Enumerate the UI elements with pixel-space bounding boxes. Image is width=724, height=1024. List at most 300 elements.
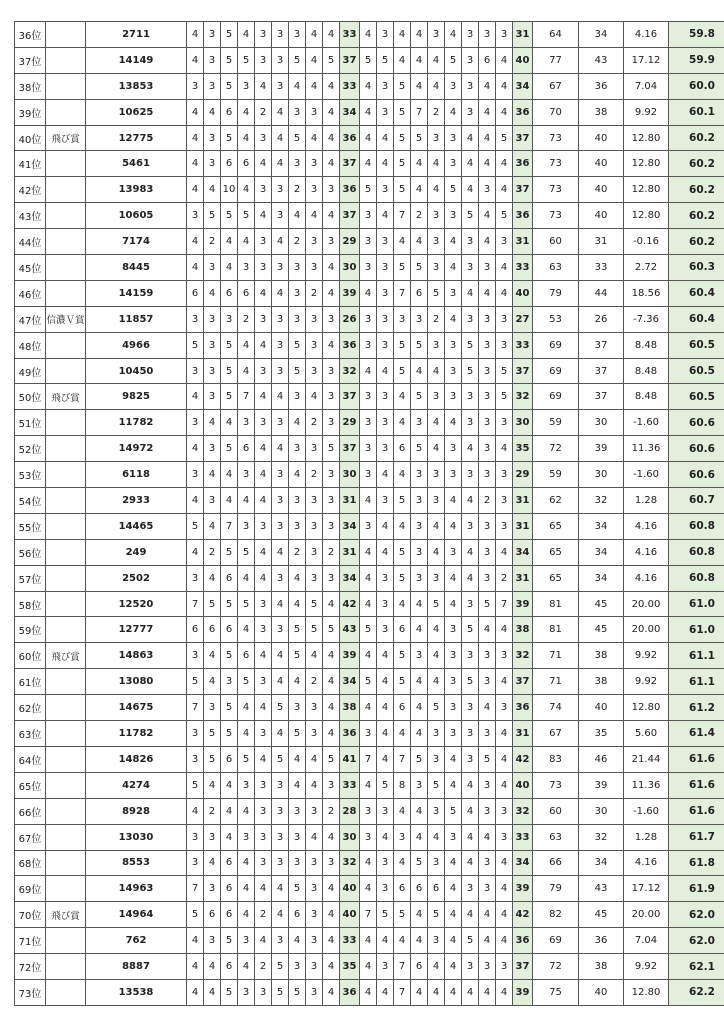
out-hole-score-cell: 4 [323,255,340,281]
in-hole-score-cell: 3 [479,565,496,591]
in-hole-score-cell: 4 [462,850,479,876]
gross-score-cell: 71 [533,669,579,695]
out-hole-score-cell: 4 [187,979,204,1005]
out-hole-score-cell: 4 [255,436,272,462]
in-hole-score-cell: 4 [462,151,479,177]
out-hole-score-cell: 4 [221,772,238,798]
out-hole-score-cell: 4 [221,798,238,824]
out-hole-score-cell: 5 [238,669,255,695]
gross-score-cell: 59 [533,410,579,436]
out-hole-score-cell: 3 [289,695,306,721]
out-hole-score-cell: 4 [323,902,340,928]
out-hole-score-cell: 3 [187,462,204,488]
in-hole-score-cell: 4 [496,280,513,306]
rank-cell: 71位 [15,928,46,954]
out-hole-score-cell: 4 [238,721,255,747]
in-hole-score-cell: 3 [428,798,445,824]
prize-cell [46,488,86,514]
table-row [15,177,724,203]
out-hole-score-cell: 5 [204,203,221,229]
out-hole-score-cell: 3 [204,876,221,902]
column-2-cell: 40 [579,125,624,151]
net-score-cell: 62.2 [669,979,724,1005]
out-hole-score-cell: 4 [255,203,272,229]
out-hole-score-cell: 5 [289,876,306,902]
out-hole-score-cell: 4 [221,229,238,255]
out-hole-score-cell: 4 [255,876,272,902]
out-hole-score-cell: 6 [221,280,238,306]
in-hole-score-cell: 3 [445,462,462,488]
in-hole-score-cell: 4 [479,824,496,850]
out-total-cell: 31 [340,539,360,565]
out-hole-score-cell: 5 [306,617,323,643]
out-hole-score-cell: 4 [255,151,272,177]
in-hole-score-cell: 3 [496,824,513,850]
in-hole-score-cell: 3 [445,721,462,747]
in-hole-score-cell: 4 [445,255,462,281]
in-hole-score-cell: 3 [462,22,479,48]
in-hole-score-cell: 6 [394,695,411,721]
column-2-cell: 38 [579,954,624,980]
out-hole-score-cell: 5 [187,669,204,695]
gross-score-cell: 73 [533,125,579,151]
in-hole-score-cell: 4 [462,539,479,565]
out-hole-score-cell: 3 [272,410,289,436]
in-hole-score-cell: 3 [428,229,445,255]
column-2-cell: 43 [579,47,624,73]
in-hole-score-cell: 3 [462,695,479,721]
in-hole-score-cell: 5 [411,255,428,281]
out-hole-score-cell: 5 [289,979,306,1005]
column-3-cell: 12.80 [624,177,669,203]
in-hole-score-cell: 4 [360,73,377,99]
out-hole-score-cell: 4 [323,73,340,99]
column-2-cell: 34 [579,565,624,591]
in-hole-score-cell: 4 [428,47,445,73]
in-hole-score-cell: 4 [428,177,445,203]
table-row [15,462,724,488]
out-hole-score-cell: 3 [306,798,323,824]
out-hole-score-cell: 3 [272,798,289,824]
out-hole-score-cell: 3 [187,746,204,772]
out-hole-score-cell: 5 [221,125,238,151]
in-hole-score-cell: 4 [394,850,411,876]
out-hole-score-cell: 5 [187,772,204,798]
in-hole-score-cell: 3 [377,384,394,410]
out-hole-score-cell: 3 [204,358,221,384]
rank-cell: 50位 [15,384,46,410]
table-row [15,824,724,850]
out-hole-score-cell: 6 [221,902,238,928]
in-hole-score-cell: 4 [394,229,411,255]
out-hole-score-cell: 5 [187,513,204,539]
in-hole-score-cell: 4 [496,721,513,747]
out-total-cell: 43 [340,617,360,643]
in-hole-score-cell: 4 [479,902,496,928]
out-hole-score-cell: 6 [187,280,204,306]
prize-cell [46,229,86,255]
out-total-cell: 37 [340,203,360,229]
in-hole-score-cell: 4 [394,410,411,436]
prize-cell [46,99,86,125]
table-row [15,876,724,902]
out-hole-score-cell: 4 [255,73,272,99]
out-hole-score-cell: 4 [238,565,255,591]
out-hole-score-cell: 5 [289,332,306,358]
in-total-cell: 36 [513,151,533,177]
in-hole-score-cell: 4 [445,565,462,591]
out-hole-score-cell: 7 [187,876,204,902]
in-hole-score-cell: 5 [428,772,445,798]
in-hole-score-cell: 4 [377,695,394,721]
gross-score-cell: 67 [533,73,579,99]
rank-cell: 56位 [15,539,46,565]
out-hole-score-cell: 3 [187,721,204,747]
in-hole-score-cell: 3 [462,876,479,902]
out-hole-score-cell: 5 [323,436,340,462]
out-hole-score-cell: 4 [272,539,289,565]
in-hole-score-cell: 5 [445,177,462,203]
in-hole-score-cell: 3 [360,462,377,488]
in-hole-score-cell: 7 [394,746,411,772]
out-hole-score-cell: 3 [323,772,340,798]
in-hole-score-cell: 4 [394,47,411,73]
prize-cell [46,410,86,436]
column-2-cell: 40 [579,203,624,229]
rank-cell: 60位 [15,643,46,669]
rank-cell: 47位 [15,306,46,332]
column-3-cell: 18.56 [624,280,669,306]
column-3-cell: 4.16 [624,565,669,591]
player-number-cell: 14159 [86,280,187,306]
in-hole-score-cell: 3 [496,22,513,48]
out-hole-score-cell: 2 [289,229,306,255]
out-hole-score-cell: 7 [187,591,204,617]
out-hole-score-cell: 3 [272,513,289,539]
out-hole-score-cell: 3 [238,513,255,539]
prize-cell [46,695,86,721]
in-hole-score-cell: 5 [462,358,479,384]
in-hole-score-cell: 4 [462,565,479,591]
column-3-cell: 12.80 [624,203,669,229]
in-hole-score-cell: 3 [462,47,479,73]
out-hole-score-cell: 4 [289,410,306,436]
in-total-cell: 30 [513,410,533,436]
rank-cell: 38位 [15,73,46,99]
in-hole-score-cell: 7 [394,280,411,306]
gross-score-cell: 79 [533,876,579,902]
out-hole-score-cell: 3 [306,151,323,177]
out-hole-score-cell: 3 [289,488,306,514]
out-total-cell: 30 [340,255,360,281]
in-total-cell: 36 [513,928,533,954]
column-3-cell: 8.48 [624,358,669,384]
in-hole-score-cell: 4 [411,358,428,384]
in-hole-score-cell: 3 [479,772,496,798]
rank-cell: 72位 [15,954,46,980]
rank-cell: 48位 [15,332,46,358]
out-hole-score-cell: 6 [204,617,221,643]
in-hole-score-cell: 4 [462,280,479,306]
table-row [15,488,724,514]
out-hole-score-cell: 3 [255,22,272,48]
column-2-cell: 30 [579,462,624,488]
out-hole-score-cell: 4 [238,798,255,824]
out-hole-score-cell: 3 [289,22,306,48]
prize-cell [46,332,86,358]
in-hole-score-cell: 3 [479,798,496,824]
out-hole-score-cell: 3 [272,255,289,281]
in-total-cell: 40 [513,47,533,73]
out-hole-score-cell: 4 [323,280,340,306]
out-hole-score-cell: 5 [221,203,238,229]
in-total-cell: 33 [513,332,533,358]
column-2-cell: 45 [579,591,624,617]
in-hole-score-cell: 3 [462,229,479,255]
prize-cell: 信濃Ｖ賞 [46,306,86,332]
in-hole-score-cell: 5 [462,332,479,358]
out-hole-score-cell: 4 [323,332,340,358]
rank-cell: 37位 [15,47,46,73]
out-hole-score-cell: 3 [272,203,289,229]
out-hole-score-cell: 5 [187,332,204,358]
in-hole-score-cell: 3 [462,513,479,539]
out-hole-score-cell: 4 [238,358,255,384]
column-3-cell: 20.00 [624,902,669,928]
in-hole-score-cell: 3 [377,565,394,591]
net-score-cell: 60.2 [669,177,724,203]
prize-cell [46,979,86,1005]
in-total-cell: 39 [513,979,533,1005]
in-hole-score-cell: 2 [428,99,445,125]
in-hole-score-cell: 4 [428,617,445,643]
in-hole-score-cell: 4 [445,850,462,876]
out-hole-score-cell: 4 [238,695,255,721]
column-3-cell: 7.04 [624,73,669,99]
in-hole-score-cell: 4 [411,669,428,695]
in-hole-score-cell: 3 [496,410,513,436]
in-total-cell: 31 [513,721,533,747]
in-hole-score-cell: 3 [479,332,496,358]
player-number-cell: 13030 [86,824,187,850]
in-hole-score-cell: 3 [479,669,496,695]
out-hole-score-cell: 2 [255,902,272,928]
in-hole-score-cell: 3 [479,513,496,539]
out-hole-score-cell: 3 [289,306,306,332]
net-score-cell: 60.6 [669,462,724,488]
in-hole-score-cell: 3 [479,306,496,332]
in-hole-score-cell: 3 [360,306,377,332]
in-total-cell: 38 [513,617,533,643]
out-hole-score-cell: 4 [272,721,289,747]
gross-score-cell: 63 [533,255,579,281]
column-3-cell: 8.48 [624,384,669,410]
in-hole-score-cell: 4 [496,177,513,203]
gross-score-cell: 71 [533,643,579,669]
out-hole-score-cell: 4 [187,436,204,462]
out-hole-score-cell: 4 [255,280,272,306]
in-hole-score-cell: 6 [394,436,411,462]
out-hole-score-cell: 4 [238,954,255,980]
player-number-cell: 10605 [86,203,187,229]
out-hole-score-cell: 5 [323,746,340,772]
in-hole-score-cell: 4 [377,643,394,669]
prize-cell [46,539,86,565]
in-hole-score-cell: 6 [411,876,428,902]
in-hole-score-cell: 3 [360,436,377,462]
out-hole-score-cell: 3 [187,410,204,436]
gross-score-cell: 60 [533,798,579,824]
table-row [15,669,724,695]
gross-score-cell: 69 [533,384,579,410]
out-hole-score-cell: 3 [323,462,340,488]
gross-score-cell: 60 [533,229,579,255]
out-hole-score-cell: 2 [289,177,306,203]
out-hole-score-cell: 3 [238,772,255,798]
out-hole-score-cell: 3 [306,436,323,462]
out-hole-score-cell: 4 [187,151,204,177]
table-row [15,954,724,980]
player-number-cell: 14964 [86,902,187,928]
out-hole-score-cell: 4 [323,591,340,617]
in-hole-score-cell: 4 [479,73,496,99]
out-hole-score-cell: 4 [289,746,306,772]
in-total-cell: 37 [513,954,533,980]
in-hole-score-cell: 3 [479,876,496,902]
out-hole-score-cell: 4 [323,954,340,980]
out-hole-score-cell: 3 [238,410,255,436]
column-2-cell: 32 [579,488,624,514]
in-hole-score-cell: 4 [411,902,428,928]
table-row [15,436,724,462]
in-hole-score-cell: 4 [462,824,479,850]
out-hole-score-cell: 10 [221,177,238,203]
in-hole-score-cell: 3 [411,306,428,332]
in-hole-score-cell: 4 [496,669,513,695]
out-total-cell: 29 [340,229,360,255]
out-hole-score-cell: 3 [238,462,255,488]
out-hole-score-cell: 3 [238,73,255,99]
out-hole-score-cell: 3 [204,928,221,954]
out-hole-score-cell: 4 [272,902,289,928]
out-hole-score-cell: 4 [238,229,255,255]
out-hole-score-cell: 4 [289,591,306,617]
out-hole-score-cell: 3 [255,410,272,436]
net-score-cell: 60.7 [669,488,724,514]
in-hole-score-cell: 5 [496,203,513,229]
in-total-cell: 37 [513,177,533,203]
out-hole-score-cell: 5 [204,591,221,617]
in-hole-score-cell: 4 [462,436,479,462]
player-number-cell: 11857 [86,306,187,332]
out-hole-score-cell: 4 [289,565,306,591]
column-3-cell: 9.92 [624,643,669,669]
out-hole-score-cell: 4 [255,539,272,565]
column-2-cell: 38 [579,99,624,125]
player-number-cell: 2502 [86,565,187,591]
gross-score-cell: 73 [533,772,579,798]
out-hole-score-cell: 3 [255,513,272,539]
net-score-cell: 61.2 [669,695,724,721]
gross-score-cell: 72 [533,954,579,980]
out-hole-score-cell: 2 [255,954,272,980]
in-hole-score-cell: 4 [360,358,377,384]
out-hole-score-cell: 4 [306,47,323,73]
out-hole-score-cell: 4 [187,798,204,824]
in-hole-score-cell: 4 [360,928,377,954]
in-hole-score-cell: 3 [428,125,445,151]
rank-cell: 67位 [15,824,46,850]
out-hole-score-cell: 5 [221,539,238,565]
out-hole-score-cell: 5 [204,721,221,747]
in-hole-score-cell: 3 [428,488,445,514]
gross-score-cell: 65 [533,565,579,591]
out-hole-score-cell: 5 [272,695,289,721]
out-hole-score-cell: 3 [204,332,221,358]
in-hole-score-cell: 4 [360,151,377,177]
in-hole-score-cell: 4 [496,928,513,954]
in-total-cell: 32 [513,643,533,669]
in-hole-score-cell: 4 [394,591,411,617]
out-hole-score-cell: 4 [306,203,323,229]
column-3-cell: 9.92 [624,954,669,980]
prize-cell [46,954,86,980]
out-hole-score-cell: 3 [306,565,323,591]
out-hole-score-cell: 3 [306,954,323,980]
in-hole-score-cell: 4 [445,99,462,125]
out-hole-score-cell: 4 [187,954,204,980]
in-hole-score-cell: 3 [479,410,496,436]
column-2-cell: 44 [579,280,624,306]
out-hole-score-cell: 4 [272,591,289,617]
out-hole-score-cell: 4 [289,73,306,99]
out-total-cell: 36 [340,125,360,151]
out-total-cell: 34 [340,513,360,539]
out-hole-score-cell: 4 [289,203,306,229]
in-hole-score-cell: 3 [496,488,513,514]
gross-score-cell: 67 [533,721,579,747]
prize-cell [46,669,86,695]
in-hole-score-cell: 4 [360,125,377,151]
out-hole-score-cell: 3 [221,306,238,332]
gross-score-cell: 72 [533,436,579,462]
out-hole-score-cell: 4 [289,928,306,954]
prize-cell: 飛び賞 [46,125,86,151]
in-hole-score-cell: 3 [360,203,377,229]
in-hole-score-cell: 3 [496,954,513,980]
out-hole-score-cell: 3 [255,772,272,798]
in-hole-score-cell: 4 [479,617,496,643]
in-hole-score-cell: 4 [462,488,479,514]
in-hole-score-cell: 4 [445,954,462,980]
in-hole-score-cell: 4 [428,410,445,436]
in-hole-score-cell: 4 [445,306,462,332]
out-total-cell: 26 [340,306,360,332]
gross-score-cell: 69 [533,332,579,358]
in-hole-score-cell: 6 [394,876,411,902]
in-hole-score-cell: 4 [496,99,513,125]
out-hole-score-cell: 4 [255,462,272,488]
net-score-cell: 60.5 [669,358,724,384]
in-hole-score-cell: 4 [428,358,445,384]
out-hole-score-cell: 3 [255,798,272,824]
column-2-cell: 45 [579,902,624,928]
in-hole-score-cell: 4 [428,669,445,695]
out-total-cell: 33 [340,73,360,99]
column-3-cell: 17.12 [624,47,669,73]
out-hole-score-cell: 3 [306,695,323,721]
table-row [15,332,724,358]
